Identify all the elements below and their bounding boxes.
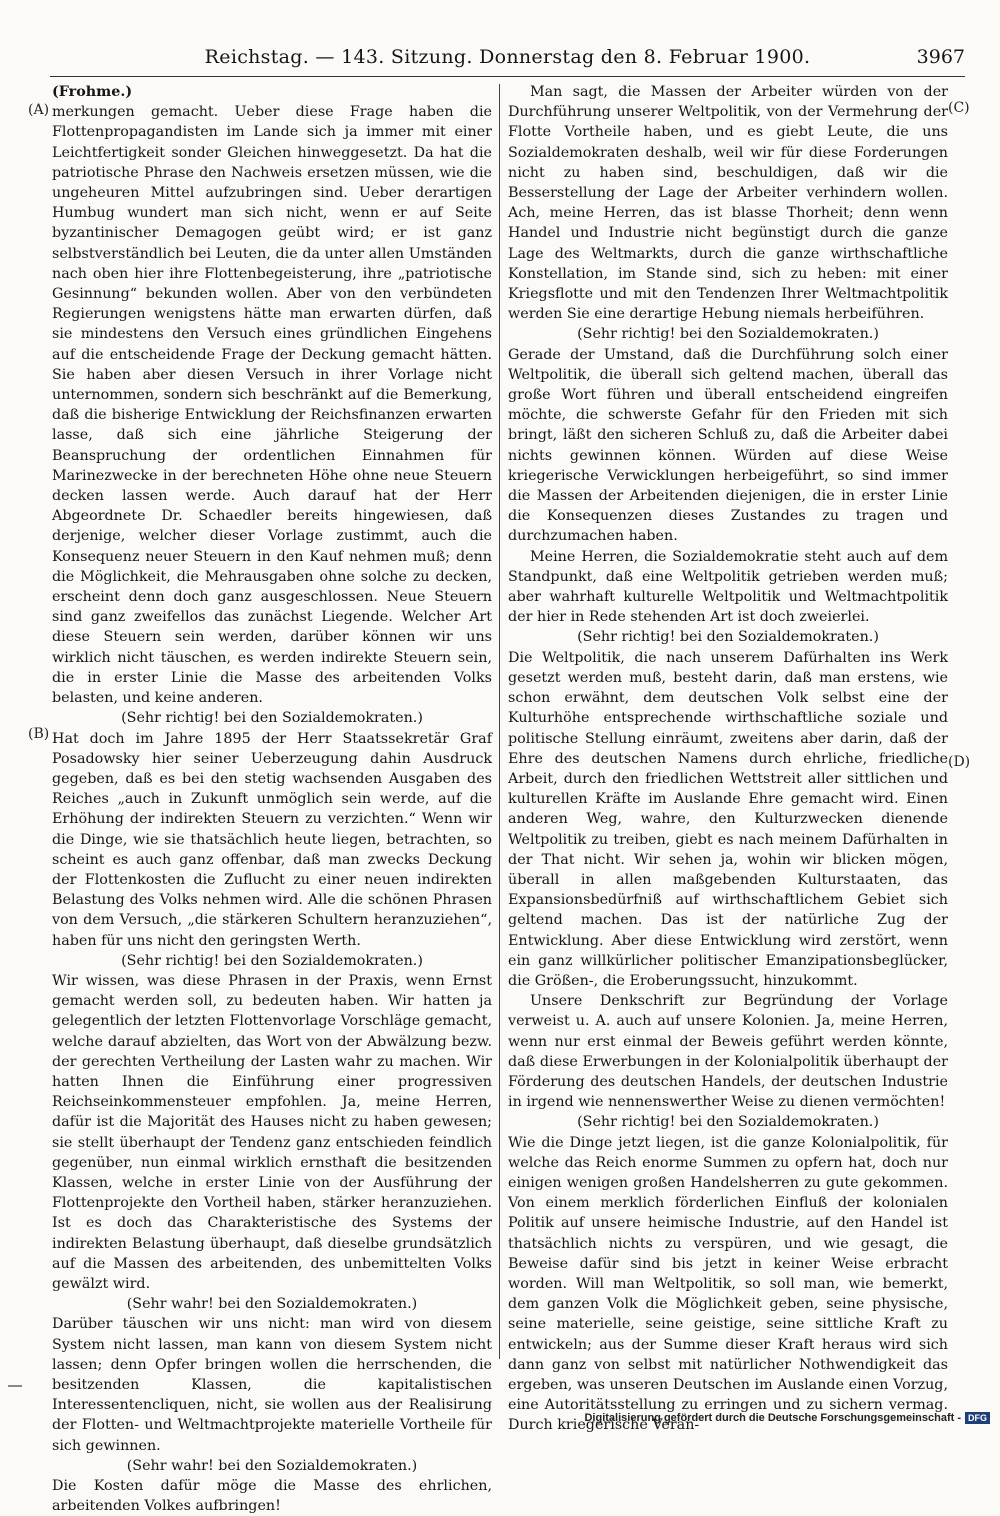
- reaction: (Sehr richtig! bei den Sozialdemokraten.): [577, 1114, 879, 1131]
- margin-mark-b: (B): [28, 726, 50, 742]
- page-number: 3967: [916, 46, 965, 68]
- header-title: Reichstag. — 143. Sitzung. Donnerstag den 8. Februar 1900.: [204, 46, 811, 68]
- paragraph: Gerade der Umstand, daß die Durchführung solch einer Weltpolitik, die überall sich geltend machen, überall das große Wort führen und überall entscheidend eingreifen möchte, die schwerste Gefahr für den Frieden mit sich bringt, läßt den sicheren Schluß zu, daß die Arbeiter dabei nichts gewinnen können. Würden auf diese Weise kriegerische Verwicklungen herbeigeführt, so sind immer die Massen der Arbeitenden diejenigen, die in erster Linie die Konsequenzen dieses Zustandes zu tragen und durchzumachen haben.: [508, 346, 948, 545]
- paragraph: Die Kosten dafür möge die Masse des ehrlichen, arbeitenden Volkes aufbringen!: [52, 1478, 492, 1515]
- paragraph: Wie die Dinge jetzt liegen, ist die ganze Kolonialpolitik, für welche das Reich enorme Summen zu opfern hat, doch nur einigen wenigen großen Handelsherren zu gute gekommen. Von einem merklich förderlichen Einfluß der kolonialen Politik auf unsere heimische Industrie, auf den Handel ist thatsächlich nichts zu verspüren, und wie gesagt, die Beweise dafür sind bis jetzt in keiner Weise erbracht worden. Will man Weltpolitik, so soll man, wie bemerkt, dem ganzen Volk die Möglichkeit geben, seine physische, seine materielle, seine geistige, seine sittliche Kraft zu entwickeln; aus der Summe dieser Kraft heraus wird sich dann ganz von selbst mit natürlicher Nothwendigkeit das ergeben, was unseren Deutschen im Auslande einen Vorzug, eine Autoritätsstellung zu erringen und zu sichern vermag. Durch kriegerische Veran-: [508, 1134, 948, 1434]
- margin-mark-d: (D): [948, 754, 971, 770]
- paragraph: Man sagt, die Massen der Arbeiter würden von der Durchführung unserer Weltpolitik, von der Vermehrung der Flotte Vortheile haben, und es giebt Leute, die uns Sozialdemokraten deshalb, weil wir für diese Forderungen nicht zu haben sind, beschuldigen, daß wir die Besserstellung der Lage der Arbeiter verhindern wollen. Ach, meine Herren, das ist blasse Thorheit; denn wenn Handel und Industrie nicht begünstigt durch die ganze Lage des Weltmarkts, durch die ganze wirthschaftliche Konstellation, im Stande sind, sich zu heben: mit einer Kriegsflotte und mit den Tendenzen Ihrer Weltmachtpolitik werden Sie eine derartige Hebung niemals herbeiführen.: [508, 84, 948, 323]
- page-header: [50, 40, 965, 77]
- reaction: (Sehr wahr! bei den Sozialdemokraten.): [126, 1296, 418, 1313]
- footer: [584, 1412, 990, 1424]
- reaction: (Sehr richtig! bei den Sozialdemokraten.): [577, 629, 879, 646]
- reaction: (Sehr richtig! bei den Sozialdemokraten.): [121, 952, 423, 969]
- right-column: [508, 82, 948, 1436]
- paragraph: Meine Herren, die Sozialdemokratie steht auch auf dem Standpunkt, daß eine Weltpolitik getrieben werden muß; aber wahrhaft kulturelle Weltpolitik und Weltmachtpolitik der hier in Rede stehenden Art ist doch zweierlei.: [508, 548, 948, 626]
- dfg-logo: DFG: [965, 1412, 990, 1424]
- paragraph: Die Weltpolitik, die nach unserem Dafürhalten ins Werk gesetzt werden muß, besteht darin, daß man erstens, wie schon erwähnt, dem deutschen Volk selbst eine der Kulturhöhe entsprechende wirthschaftliche soziale und politische Stellung einräumt, zweitens aber darin, daß der Ehre des deutschen Namens durch ehrliche, friedliche Arbeit, durch den friedlichen Wettstreit aller sittlichen und kulturellen Kräfte im Auslande Ehre gemacht wird. Einen anderen Weg, wahre, den Kulturzwecken dienende Weltpolitik zu treiben, giebt es nach meinem Dafürhalten in der That nicht. Wir sehen ja, wohin wir blicken mögen, überall in allen maßgebenden Kulturstaaten, das Expansionsbedürfniß auf wirthschaftlichem Gebiet sich geltend machen. Das ist der natürliche Zug der Entwicklung. Aber diese Entwicklung wird zerstört, wenn ein ganz willkürlicher politischer Emanzipationsbeglücker, die Größen-, die Eroberungssucht, hinzukommt.: [508, 649, 948, 989]
- paragraph: Darüber täuschen wir uns nicht: man wird von diesem System nicht lassen, man kann von diesem System nicht lassen; denn Opfer bringen wollen die herrschenden, die besitzenden Klassen, die kapitalistischen Interessentencliquen, nicht, sie wollen aus der Realisirung der Flotten- und Weltmachtprojekte materielle Vortheile für sich gewinnen.: [52, 1316, 492, 1454]
- reaction: (Sehr richtig! bei den Sozialdemokraten.): [577, 326, 879, 343]
- paragraph: Unsere Denkschrift zur Begründung der Vorlage verweist u. A. auch auf unsere Kolonien. Ja, meine Herren, wenn nur erst einmal der Beweis geführt werden könnte, daß diese Erwerbungen in der Kolonialpolitik überhaupt der Förderung des deutschen Handels, der deutschen Industrie in irgend wie nennenswerther Weise zu dienen vermöchten!: [508, 993, 948, 1111]
- paragraph: Hat doch im Jahre 1895 der Herr Staatssekretär Graf Posadowsky hier seiner Ueberzeugung dahin Ausdruck gegeben, daß es bei den stetig wachsenden Ausgaben des Reiches „auch in Zukunft unmöglich sein werde, auf die Erhöhung der indirekten Steuern zu verzichten.“ Wenn wir die Dinge, wie sie thatsächlich heute liegen, betrachten, so scheint es auch ganz offenbar, daß man zwecks Deckung der Flottenkosten die Zuflucht zu einer neuen indirekten Belastung des Volks nehmen wird. Alle die schönen Phrasen von dem Versuch, „die stärkeren Schultern heranzuziehen“, haben für uns nicht den geringsten Werth.: [52, 730, 492, 949]
- reaction: (Sehr richtig! bei den Sozialdemokraten.): [121, 710, 423, 727]
- left-column: [52, 82, 492, 1516]
- paragraph: Wir wissen, was diese Phrasen in der Praxis, wenn Ernst gemacht werden soll, zu bedeuten haben. Wir hatten ja gelegentlich der letzten Flottenvorlage Vorschläge gemacht, welche darauf abzielten, das Wort von der Abwälzung bezw. der gerechten Vertheilung der Lasten wahr zu machen. Wir hatten Ihnen die Einführung einer progressiven Reichseinkommensteuer empfohlen. Ja, meine Herren, dafür ist die Majorität des Hauses nicht zu haben gewesen; sie stellt überhaupt der Tendenz ganz entschieden feindlich gegenüber, nun einmal wirklich ernsthaft die besitzenden Klassen, welche in erster Linie von der Ausführung der Flottenprojekte den Vortheil haben, stärker heranzuziehen. Ist es doch das Charakteristische des Systems der indirekten Belastung überhaupt, daß dieselbe grundsätzlich auf die Massen des arbeitenden, des unbemittelten Volks gewälzt wird.: [52, 972, 492, 1292]
- scan-mark: [8, 1385, 22, 1387]
- paragraph: merkungen gemacht. Ueber diese Frage haben die Flottenpropagandisten im Lande sich ja immer mit einer Leichtfertigkeit sonder Gleichen hinweggesetzt. Da hat die patriotische Phrase den Nachweis ersetzen müssen, wie die ungeheuren Mittel aufzubringen sind. Ueber derartigen Humbug wundert man sich nicht, wenn er auf Seite byzantinischer Demagogen geübt wird; er ist ganz selbstverständlich bei Leuten, die da unter allen Umständen nach oben hier ihre Flottenbegeisterung, ihre „patriotische Gesinnung“ bekunden wollen. Aber von den verbündeten Regierungen wenigstens hätte man erwarten dürfen, daß sie mindestens den Versuch eines gründlichen Eingehens auf die entscheidende Frage der Deckung gemacht hätten. Sie haben aber diesen Versuch in ihrer Vorlage nicht unternommen, sondern sich beschränkt auf die Bemerkung, daß die bisherige Entwicklung der Reichsfinanzen erwarten lasse, daß sich eine jährliche Steigerung der Beanspruchung der ordentlichen Einnahmen für Marinezwecke in der berechneten Höhe ohne neue Steuern decken lassen werde. Auch darauf hat der Herr Abgeordnete Dr. Schaedler bereits hingewiesen, daß derjenige, welcher dieser Vorlage zustimmt, auch die Konsequenz neuer Steuern in den Kauf nehmen muß; denn die Möglichkeit, die Mehrausgaben ohne solche zu decken, erscheint denn doch ganz ausgeschlossen. Neue Steuern sind ganz zweifellos das zunächst Liegende. Welcher Art diese Steuern sein werden, darüber können wir uns wirklich nicht täuschen, es werden indirekte Steuern sein, die in erster Linie die Masse des arbeitenden Volks belasten, und keine anderen.: [52, 104, 492, 707]
- margin-mark-c: (C): [948, 100, 970, 116]
- reaction: (Sehr wahr! bei den Sozialdemokraten.): [126, 1457, 418, 1474]
- footer-text: Digitalisierung gefördert durch die Deutsche Forschungsgemeinschaft -: [584, 1412, 961, 1424]
- margin-mark-a: (A): [28, 102, 50, 118]
- speaker-label: (Frohme.): [52, 84, 133, 100]
- column-divider: [499, 84, 500, 1359]
